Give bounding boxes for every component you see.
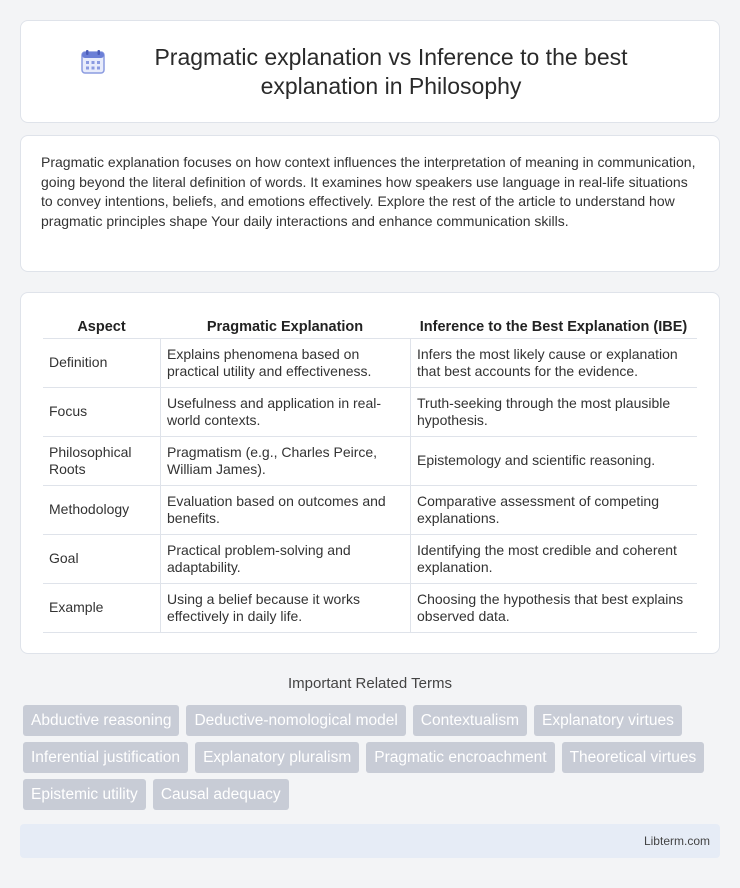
tag-epistemic-utility[interactable]: Epistemic utility: [23, 779, 146, 810]
row-ibe-cell: Identifying the most credible and coherent explanation.: [410, 535, 697, 584]
tag-abductive-reasoning[interactable]: Abductive reasoning: [23, 705, 179, 736]
row-aspect-cell: Goal: [43, 535, 160, 584]
row-pragmatic-cell: Usefulness and application in real-world contexts.: [160, 388, 410, 437]
column-header-ibe: Inference to the Best Explanation (IBE): [410, 313, 697, 339]
tag-explanatory-virtues[interactable]: Explanatory virtues: [534, 705, 682, 736]
tag-theoretical-virtues[interactable]: Theoretical virtues: [562, 742, 705, 773]
table-row: [43, 584, 697, 633]
intro-paragraph: Pragmatic explanation focuses on how context influences the interpretation of meaning in communication, going beyond the literal definition of words. It examines how speakers use language in real-life situations to convey intentions, beliefs, and emotions effectively. Explore the rest of the article to understand how pragmatic principles shape Your daily interactions and enhance communication skills.: [41, 154, 696, 229]
table-row: [43, 437, 697, 486]
row-pragmatic-cell: Explains phenomena based on practical utility and effectiveness.: [160, 339, 410, 388]
table-header-row: [43, 313, 697, 339]
row-pragmatic-cell: Using a belief because it works effectively in daily life.: [160, 584, 410, 633]
title-card: [20, 20, 720, 123]
row-aspect-cell: Philosophical Roots: [43, 437, 160, 486]
table-row: [43, 486, 697, 535]
comparison-table: [43, 313, 697, 633]
row-aspect-cell: Example: [43, 584, 160, 633]
tag-deductive-nomological-model[interactable]: Deductive-nomological model: [186, 705, 405, 736]
tag-inferential-justification[interactable]: Inferential justification: [23, 742, 188, 773]
tag-pragmatic-encroachment[interactable]: Pragmatic encroachment: [366, 742, 554, 773]
row-ibe-cell: Infers the most likely cause or explanation that best accounts for the evidence.: [410, 339, 697, 388]
intro-card: [20, 135, 720, 272]
footer-site-link[interactable]: Libterm.com: [643, 834, 710, 848]
title-wrap: [50, 43, 690, 101]
row-pragmatic-cell: Practical problem-solving and adaptability.: [160, 535, 410, 584]
page-title: Pragmatic explanation vs Inference to the best explanation in Philosophy: [154, 43, 628, 99]
table-row: [43, 535, 697, 584]
row-pragmatic-cell: Evaluation based on outcomes and benefits.: [160, 486, 410, 535]
row-ibe-cell: Epistemology and scientific reasoning.: [410, 437, 697, 486]
row-ibe-cell: Comparative assessment of competing explanations.: [410, 486, 697, 535]
row-aspect-cell: Methodology: [43, 486, 160, 535]
footer: [20, 824, 720, 858]
row-aspect-cell: Focus: [43, 388, 160, 437]
table-row: [43, 388, 697, 437]
column-header-aspect: Aspect: [43, 313, 160, 339]
related-terms-list: [23, 705, 723, 816]
tag-contextualism[interactable]: Contextualism: [413, 705, 527, 736]
related-terms-heading: Important Related Terms: [288, 675, 452, 692]
table-row: [43, 339, 697, 388]
tag-causal-adequacy[interactable]: Causal adequacy: [153, 779, 289, 810]
tag-explanatory-pluralism[interactable]: Explanatory pluralism: [195, 742, 359, 773]
comparison-table-card: [20, 292, 720, 654]
row-pragmatic-cell: Pragmatism (e.g., Charles Peirce, William James).: [160, 437, 410, 486]
row-aspect-cell: Definition: [43, 339, 160, 388]
calendar-grid-icon: [79, 48, 107, 76]
row-ibe-cell: Truth-seeking through the most plausible hypothesis.: [410, 388, 697, 437]
column-header-pragmatic: Pragmatic Explanation: [160, 313, 410, 339]
row-ibe-cell: Choosing the hypothesis that best explains observed data.: [410, 584, 697, 633]
